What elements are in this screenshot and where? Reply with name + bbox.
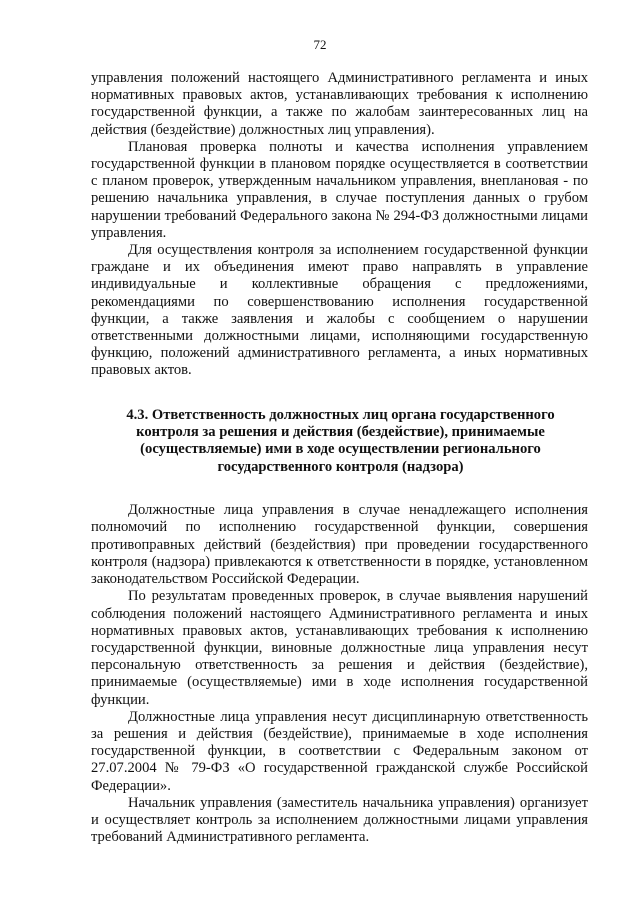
section-heading: 4.3. Ответственность должностных лиц органа государственного контроля за решения и действия (бездействие), принимаемые (осуществляемые) ими в ходе осуществлении регионального государственного контроля (надзора) [126, 406, 555, 475]
paragraph-disciplinary: Должностные лица управления несут дисциплинарную ответственность за решения и действия (бездействие), принимаемые в ходе исполнения государственной функции, в соответствии с Федеральным законом от 27.07.2004 № 79-ФЗ «О государственной гражданской службе Российской Федерации». [91, 708, 588, 794]
page-number: 72 [313, 37, 327, 52]
page-body [91, 70, 588, 846]
paragraph-inspection-results: По результатам проведенных проверок, в случае выявления нарушений соблюдения положений настоящего Административного регламента и иных нормативных правовых актов, устанавливающих требования к исполнению государственной функции, виновные должностные лица управления несут персональную ответственность за решения и действия (бездействие), принимаемые (осуществляемые) ими в ходе исполнения государственной функции. [91, 588, 588, 708]
paragraph-head-control: Начальник управления (заместитель начальника управления) организует и осуществляет контроль за исполнением должностными лицами управления требований Административного регламента. [91, 794, 588, 846]
paragraph-planned-inspection: Плановая проверка полноты и качества исполнения управлением государственной функции в плановом порядке осуществляется в соответствии с планом проверок, утвержденным начальником управления, внеплановая - по решению начальника управления, в случае поступления данных о грубом нарушении требований Федерального закона № 294-ФЗ должностными лицами управления. [91, 138, 588, 241]
paragraph-citizen-control: Для осуществления контроля за исполнением государственной функции граждане и их объединения имеют право направлять в управление индивидуальные и коллективные обращения с предложениями, рекомендациями по совершенствованию исполнения государственной функции, а также заявления и жалобы с сообщением о нарушении ответственными должностными лицами, исполняющими государственную функцию, положений административного регламента, а иных нормативных правовых актов. [91, 242, 588, 379]
paragraph-continued: управления положений настоящего Административного регламента и иных нормативных правовых актов, устанавливающих требования к исполнению государственной функции, а также по жалобам заинтересованных лиц на действия (бездействие) должностных лиц управления). [91, 70, 588, 138]
paragraph-officials-liability: Должностные лица управления в случае ненадлежащего исполнения полномочий по исполнению государственной функции, совершения противоправных действий (бездействия) при проведении государственного контроля (надзора) привлекаются к ответственности в порядке, установленном законодательством Российской Федерации. [91, 502, 588, 588]
